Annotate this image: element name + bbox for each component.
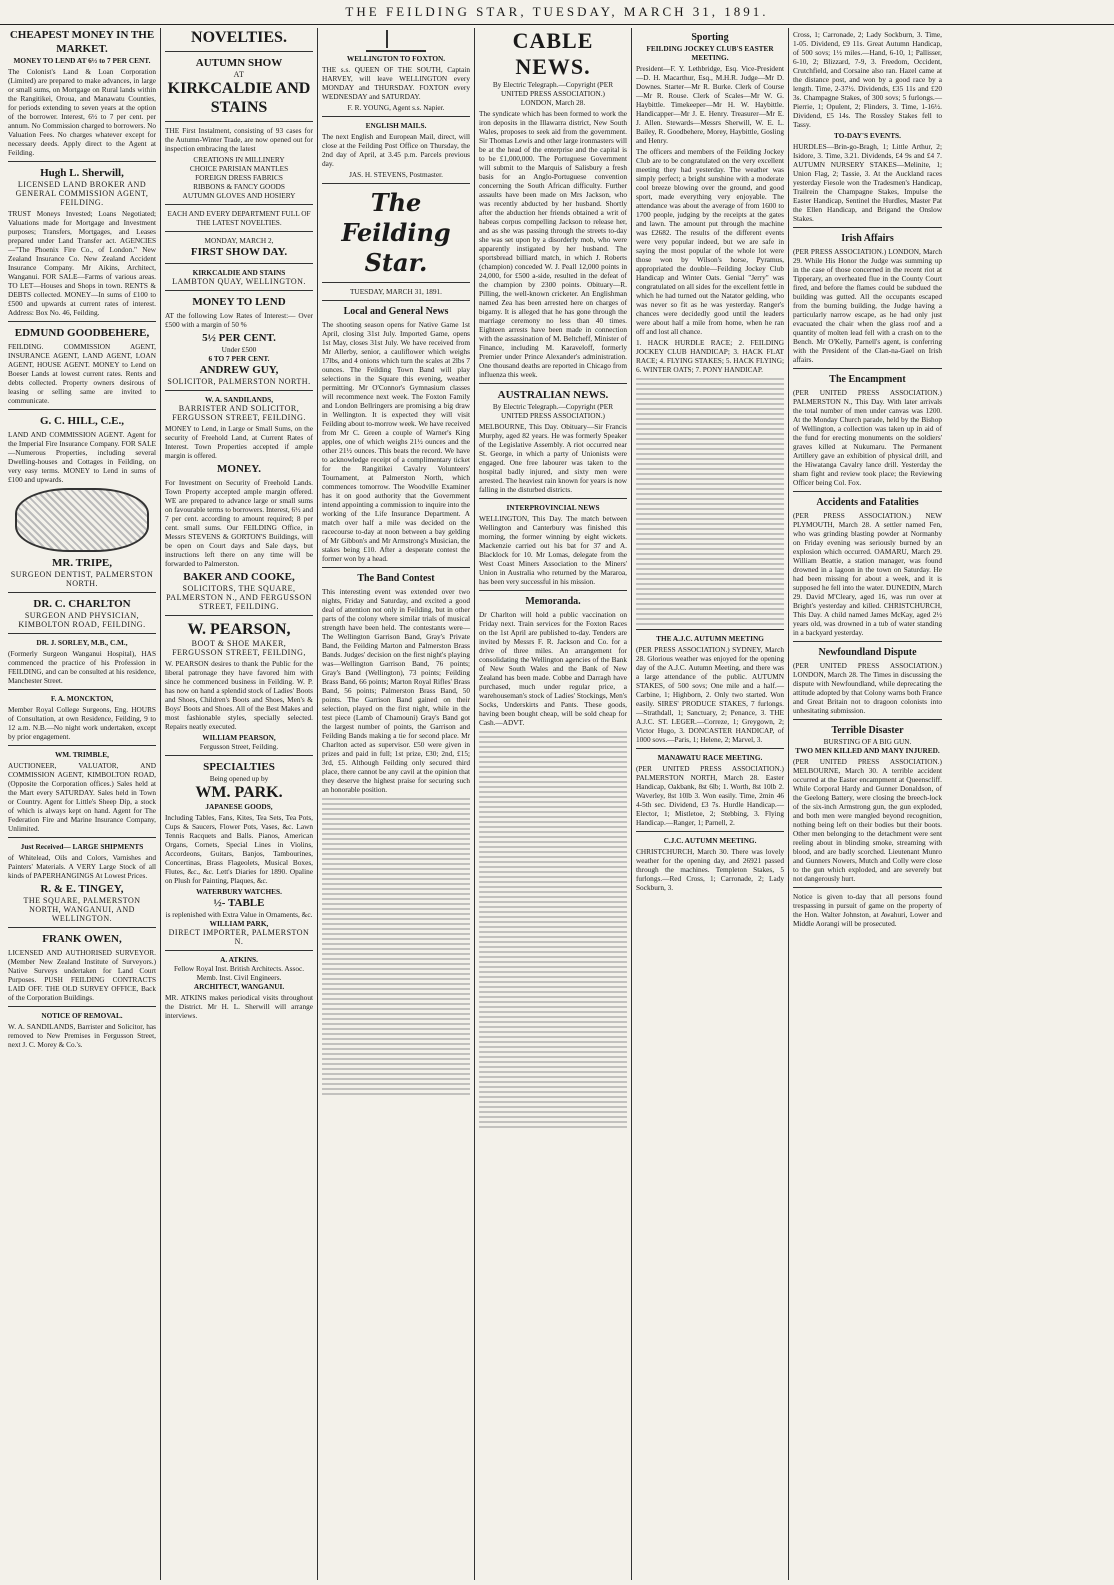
ad-owen-name: FRANK OWEN,: [42, 933, 122, 945]
divider: [793, 641, 942, 642]
ship-agent: F. R. YOUNG, Agent s.s. Napier.: [347, 103, 445, 112]
park-body: Including Tables, Fans, Kites, Tea Sets, Tea Pots, Cups & Saucers, Flower Pots, Vases, &c. Lawn Tennis Racquets and Balls. Pianos, American Organs, Cornets, Special Lines in Violins, Accordeons, Guitars, Banjos, Tambourines, Concertinas, Brass Flageolets, Musical Boxes, Flutes, &c., &c. Lett's Diaries for 1890. Opaline on Plush for Painting, Plaques, &c.: [165, 813, 313, 885]
ad-monckton-name: F. A. MONCKTON,: [50, 694, 114, 703]
ad-removal-body: W. A. SANDILANDS, Barrister and Solicitor, has removed to New Premises in Fergusson Street, next J. C. Morey & Co.'s.: [8, 1022, 156, 1049]
jockey-club-officers: President—F. Y. Lethbridge, Esq. Vice-President—D. H. Macarthur, Esq., M.H.R. Judge—Mr D. Downes. Starter—Mr R. Burke. Clerk of Course—Mr R. Rouse. Clerk of Scales—Mr W. G. Haybittle. Timekeeper—Mr H. W. Haybittle. Handicapper—Mr J. E. Henry. Treasurer—Mr E. J. Allen. Stewards—Messrs Sherwill, W. E. L. Bailey, R. Goodbehere, Morey, Haybittle, Gosling and Henry.: [636, 64, 784, 145]
divider: [793, 491, 942, 492]
baker-cooke-sub: SOLICITORS, THE SQUARE, PALMERSTON N., AND FERGUSSON STREET, FEILDING.: [166, 584, 312, 611]
english-mails-heading: ENGLISH MAILS.: [365, 121, 427, 130]
jockey-club-meeting-heading: FEILDING JOCKEY CLUB'S EASTER MEETING.: [646, 44, 774, 62]
ship-icon: [366, 30, 426, 52]
goods-list-2: FOREIGN DRESS FABRICS: [195, 173, 283, 182]
divider: [8, 745, 156, 746]
divider: [793, 368, 942, 369]
divider: [8, 592, 156, 593]
cjc-body: CHRISTCHURCH, March 30. There was lovely weather for the opening day, and 26921 passed through the machines. Templeton Stakes, 5 furlongs.—Red Cross, 1; Carronade, 2; Lady Sockburn, 3.: [636, 847, 784, 892]
australian-body: MELBOURNE, This Day. Obituary—Sir Francis Murphy, aged 82 years. He was formerly Speaker of the Legislative Assembly. A riot occurred near St. George, in which a party of Unionists were engaged. One free labourer was taken to the hospital badly injured, and sixty men were arrested. The heaviest rain known for years is now falling in the disturbed districts.: [479, 422, 627, 494]
ad-sorley-name: DR. J. SORLEY, M.B., C.M.,: [36, 638, 128, 647]
divider: [8, 689, 156, 690]
guy-sub: SOLICITOR, PALMERSTON NORTH.: [167, 377, 311, 386]
monday-date: MONDAY, MARCH 2,: [204, 236, 274, 245]
first-instalment-text: THE First Instalment, consisting of 93 cases for the Autumn-Winter Trade, are now opened out for inspection embracing the latest: [165, 126, 313, 153]
dental-plate-illustration: [15, 488, 149, 552]
irish-affairs-heading: Irish Affairs: [841, 233, 894, 244]
divider: [8, 409, 156, 410]
money-heading: MONEY.: [217, 463, 261, 475]
divider: [322, 300, 470, 301]
manawatu-body: (PER UNITED PRESS ASSOCIATION.) PALMERSTON NORTH, March 28. Easter Handicap, Oakbank, 8st 6lb; 1. Worth, 8st 10lb 2. Waverley, 8st 10lb 3. Won easily. Time, 2min 46 4-5th sec. Dividend, £3 7s. Hurdle Handicap.—Elector, 1; Mistletoe, 2; Stebbing, 3. Flying Handicap.—Ranger, 1; Parnell, 2.: [636, 764, 784, 827]
ad-monckton-body: Member Royal College Surgeons, Eng. HOURS of Consultation, at own Residence, Feilding, 9 to 12 a.m. N.B.—No night work undertaken, except by prior engagement.: [8, 705, 156, 741]
ad-hill-name: G. C. HILL, C.E.,: [39, 415, 125, 427]
divider: [636, 831, 784, 832]
specialties-sub: Being opened up by: [209, 774, 269, 783]
divider: [793, 719, 942, 720]
text-filler: [636, 378, 784, 625]
memoranda-heading: Memoranda.: [525, 596, 581, 607]
divider: [322, 116, 470, 117]
sandilands-sub: BARRISTER AND SOLICITOR, FERGUSSON STREET, FEILDING.: [172, 404, 306, 422]
money-body: For Investment on Security of Freehold Lands. Town Property accepted ample margin offered. WE are prepared to advance large or small sums on favourable terms to borrowers. Interest, 6½ and 7 per cent. according to amount required; 8 per cent. small sums. Our FEILDING Office, in Messrs STEVENS & GORTON'S Buildings, will be open on Court days and Sale days, but instructions left there on any time will be forwarded to Palmerston.: [165, 478, 313, 568]
divider: [8, 321, 156, 322]
text-filler: [479, 731, 627, 1128]
column-6: [789, 28, 946, 1580]
divider: [793, 227, 942, 228]
divider: [165, 290, 313, 291]
divider: [479, 590, 627, 591]
ad-goodbehere-body: FEILDING. COMMISSION AGENT, INSURANCE AGENT, LAND AGENT, LOAN AGENT, HOUSE AGENT. MONEY to Lend on Boeser Lands at lowest current rates. Rents and debts collected. Property owners desirous of leasing or selling same are invited to communicate.: [8, 342, 156, 405]
terrible-disaster-heading: Terrible Disaster: [831, 725, 904, 736]
divider: [8, 927, 156, 928]
japanese-goods: JAPANESE GOODS,: [205, 802, 273, 811]
divider: [165, 121, 313, 122]
half-table: ½- TABLE: [213, 897, 265, 909]
memoranda-body: Dr Charlton will hold a public vaccination on Friday next. Train services for the Foxton Races on the 1st April are published to-day. Tenders are invited by Messrs F. R. Jackson and Co. for a drive of three miles. An arrangement for consolidating the Wellington agencies of the Bank of New South Wales and the Bank of New Zealand has been made. Cobbe and Darragh have purchased, much under regular price, a warehouseman's stock of Ladies' Stockings, Men's Socks, Underskirts and Pants. These goods, having been bought cheap, will be sold cheap for Cash.—ADVT.: [479, 610, 627, 727]
pearson-sub: BOOT & SHOE MAKER, FERGUSSON STREET, FEILDING,: [172, 639, 306, 657]
ad-tingey-name: R. & E. TINGEY,: [40, 883, 124, 895]
jockey-club-body: The officers and members of the Feilding Jockey Club are to be congratulated on the very excellent meeting they had yesterday. The weather was simply perfect; a bright sunshine with a moderate cool breeze blowing over the ground, and good sport, made everything very enjoyable. The attendance was about the average of from 1600 to 1700 people, judging by the receipts at the gates and lawn. The amount put through the machine was £2682. The results of the different events were very popular indeed, but we are safe in saying the most popular of the whole lot were those won by Wilson's horse, Pyramus, appropriated the double—Feilding Jockey Club Handicap and Winter Oats. Genial "Jerry" was congratulated on all sides for the excellent fettle in which he had turned out the Natator gelding, who was never so fit as he was yesterday. Ranger's chances were decidedly good until the leaders were about half a mile from home, when he ran off and lost all chance.: [636, 147, 784, 336]
divider: [322, 183, 470, 184]
ad-cheapest-money-title: CHEAPEST MONEY IN THE MARKET.: [9, 29, 155, 55]
terrible-disaster-sub2: TWO MEN KILLED AND MANY INJURED.: [795, 746, 940, 755]
each-department-text: EACH AND EVERY DEPARTMENT FULL OF THE LATEST NOVELTIES.: [167, 209, 311, 227]
newfoundland-body: (PER UNITED PRESS ASSOCIATION.) LONDON, March 28. The Times in discussing the dispute with Newfoundland, while deprecating the attitude adopted by that Colony warns both France and Great Britain not to dragoon colonists into unhesitating submission.: [793, 661, 942, 715]
postmaster: JAS. H. STEVENS, Postmaster.: [349, 170, 443, 179]
rate-2: 6 TO 7 PER CENT.: [208, 354, 270, 363]
ad-tripe-name: MR. TRIPE,: [52, 557, 112, 569]
ad-trimble-body: AUCTIONEER, VALUATOR, AND COMMISSION AGENT, KIMBOLTON ROAD, (Opposite the Corporation offices.) Sales held at the Mart every SATURDAY. Sales held in Town or Country. Agent for Little's Sheep Dip, a stock of which is always kept on hand. Agent for The Federation Fire and Marine Insurance Company, Unlimited.: [8, 761, 156, 833]
australian-byline: By Electric Telegraph.—Copyright (PER UNITED PRESS ASSOCIATION.): [492, 402, 614, 420]
ad-charlton-name: DR. C. CHARLTON: [33, 598, 131, 610]
ad-sorley-body: (Formerly Surgeon Wanganui Hospital), HAS commenced the practice of his Profession in FEILDING, and can be consulted at his residence, Manchester Street.: [8, 649, 156, 685]
ad-shipments-body: of Whitelead, Oils and Colors, Varnishes and Painters' Materials. A VERY Large Stock of all kinds of PAPERHANGINGS At Lowest Prices.: [8, 853, 156, 880]
cable-dateline: LONDON, March 28.: [520, 98, 586, 107]
pearson-name: W. PEARSON,: [187, 621, 291, 638]
ad-removal-title: NOTICE OF REMOVAL.: [41, 1011, 123, 1020]
sandilands-body: MONEY to Lend, in Large or Small Sums, on the security of Freehold Land, at Current Rates of Interest. Town Properties accepted if ample margin is offered.: [165, 424, 313, 460]
kirkcaldie-heading: KIRKCALDIE AND STAINS: [167, 80, 311, 116]
english-mails-body: The next English and European Mail, direct, will close at the Feilding Post Office on Thursday, the 2nd day of April, at 3.45 p.m. Parcels previous day.: [322, 132, 470, 168]
interprovincial-heading: INTERPROVINCIAL NEWS: [506, 503, 600, 512]
irish-affairs-body: (PER PRESS ASSOCIATION.) LONDON, March 29. While His Honor the Judge was summing up in the case of those concerned in the recent riot at Tipperary, an overheated flue in the County Court fired, and before the flames could be subdued the building was gutted. All the occupants escaped from the burning building, the Judge having a particularly narrow escape, as he had only just evacuated the chair when the glass roof and a quantity of molten lead fell with a crash on to the Bench. Mr O'Kelly, Parnell's agent, is conferring with the President of the Clan-na-Gael on Irish affairs.: [793, 247, 942, 364]
replenished-text: is replenished with Extra Value in Ornaments, &c.: [165, 910, 313, 919]
wellington-foxton-heading: WELLINGTON TO FOXTON.: [346, 54, 446, 63]
divider: [322, 567, 470, 568]
band-contest-heading: The Band Contest: [357, 573, 435, 584]
divider: [636, 748, 784, 749]
column-4: [475, 28, 632, 1580]
novelties-heading: NOVELTIES.: [191, 29, 287, 46]
sandilands-name: W. A. SANDILANDS,: [204, 395, 274, 404]
columns: [4, 28, 1110, 1580]
william-pearson-sub: Fergusson Street, Feilding.: [199, 742, 279, 751]
goods-list-3: RIBBONS & FANCY GOODS: [193, 182, 285, 191]
column-5: [632, 28, 789, 1580]
ad-sherwill-body: TRUST Moneys Invested; Loans Negotiated; Valuations made for Mortgage and Investment purposes; Transfers, Mortgages, and Leases prepared under Land Transfer act. AGENCIES—"The Phoenix Fire Co., of London." New Zealand Insurance Co. New Zealand Accident Insurance Company. Mr Aikins, Architect, Wanganui. FOR SALE—Farms of various areas. TO LET—Houses and Shops in town. RENTS & DEBTS collected. MONEY—In sums of £100 to £500 and upwards at current rates of interest. Address: Box No. 46, Feilding.: [8, 209, 156, 317]
divider: [165, 204, 313, 205]
kirkcaldie-footer: KIRKCALDIE AND STAINS: [192, 268, 286, 277]
ad-cheapest-money-rate: MONEY TO LEND AT 6½ to 7 PER CENT.: [13, 56, 151, 65]
local-news-body: The shooting season opens for Native Game 1st April, closing 31st July. Imported Game, opens 1st May, closes 31st July. We have received from Mr Allerby, senior, a cauliflower which weighs 17lbs, and 4 onions which turn the scales at 2lbs 7 ounces. The Feilding Town Band will play selections in the Square this evening, weather permitting. Mr O'Connor's Gymnasium classes will recommence next week. The Foxton Family and London Bellringers are promising a big draw in Wellington. It is expected they will visit Feilding about to-morrow week. We have received from Mr C. Green a couple of Warner's King apples, one of which weighs 21½ ounces and the other 21½ ounces. This beats the record. We have to acknowledge receipt of a complimentary ticket for the Rangitikei Cavalry Volunteers' Tournament, at Palmerston North, which commences tomorrow. The Woodville Examiner has it on good authority that the Government intend appointing a commission to inquire into the working of the Life Insurance Department. A match over half a mile was decided on the racecourse to-day at noon between a bay gelding of Mr Gibbon's and Mr Armstrong's Musician, the stakes being £10. After a desperate contest the former won by a head.: [322, 320, 470, 563]
ajc-body: (PER PRESS ASSOCIATION.) SYDNEY, March 28. Glorious weather was enjoyed for the opening day of the A.J.C. Autumn Meeting, and there was a large attendance of the public. AUTUMN STAKES, of 500 sovs; One mile and a half.—Carbine, 1; Highborn, 2. Only two started. Won easily. SIRES' PRODUCE STAKES, 7 furlongs.—Strathdall, 1; Sanctuary, 2; Penance, 3. THE A.J.C. ST. LEGER.—Correze, 1; Greygown, 2; Victor Hugo, 3. DONCASTER HANDICAP, of 1000 sovs.—Paris, 1; Helene, 2; Marvel, 3.: [636, 645, 784, 744]
divider: [8, 1006, 156, 1007]
ad-charlton-body: SURGEON AND PHYSICIAN, KIMBOLTON ROAD, FEILDING.: [18, 611, 146, 629]
band-contest-body: This interesting event was extended over two nights, Friday and Saturday, and excited a good deal of attention not only in Feilding, but in other parts of the colony where similar trials of musical strength have been held. The contestants were—The Wellington Garrison Band, Gray's Private Band, the Feilding Marton and Palmerston Brass Bands. Judges' decision on the first night's playing was—Wellington Garrison Band, 76 points; Gray's Band (Wellington), 73 points; Feilding Brass Band, 66 points; Marton Royal Rifles' Brass Band, 56 points; Palmerston Brass Band, 50 points. The Garrison Band gained on their selection, played on the first night, while in the test piece (Lamb of Chamouni) Gray's Band got the largest number of points, the Garrison and Feilding Bands making a tie for second place. Mr Charlton acted as supervisor. £50 were given in prizes and paid in full; 1st prize, £30; 2nd, £15; 3rd, £5. Although Feilding only secured third place, there cannot be any cavil at the opinion that they deserve the highest praise for securing such an honorable position.: [322, 587, 470, 794]
race-results: 1. HACK HURDLE RACE; 2. FEILDING JOCKEY CLUB HANDICAP; 3. HACK FLAT RACE; 4. FLYING STAKES; 5. HACK FLYING; 6. WINTER OATS; 7. PONY HANDICAP.: [636, 338, 784, 374]
divider: [165, 231, 313, 232]
ad-trimble-name: WM. TRIMBLE,: [55, 750, 109, 759]
terrible-disaster-body: (PER UNITED PRESS ASSOCIATION.) MELBOURNE, March 30. A terrible accident occurred at the Easter encampment at Queenscliff. While Corporal Hardy and Gunner Donaldson, of the Geelong Battery, were closing the breech-lock of the six-inch Armstrong gun, the gun exploded, and both men were mangled beyond recognition, nothing being left on their bodies but their boots. Other men belonging to the detachment were sent reeling about in blinding smoke, streaming with blood, and are badly scorched. Lieutenant Munro and Gunners Nowers, Mutch and Colly were close to the gun which exploded, and are severely but not dangerously hurt.: [793, 757, 942, 883]
encampment-body: (PER UNITED PRESS ASSOCIATION.) PALMERSTON N., This Day. With later arrivals the total number of men under canvas was 1200. At the Monday Church parade, held by the Bishop of Wellington, a collection was taken up in aid of the fund for erecting monuments on the soldiers' graves killed at Nukumaru. The Permanent Artillery gave an exhibition of physical drill, and the Hiwatanga Cavalry lance drill. Yesterday the sham fight and review took place; the Reviewing Officer being Col. Fox.: [793, 388, 942, 487]
accidents-body: (PER PRESS ASSOCIATION.) NEW PLYMOUTH, March 28. A settler named Fen, who was grinding blasting powder at Normanby on Friday evening was seriously burned by an explosion which occurred. OAMARU, March 29. William Beattie, a station manager, was found drowned in a lagoon in the town on Saturday. He had been missing for about a week, and it is supposed he fell into the water. DUNEDIN, March 29. David M'Cleary, aged 16, was run over at Bright's yesterday and killed. CHRISTCHURCH, This Day. A child named James McKay, aged 2½ years old, was drowned in a tub of water standing in a backyard yesterday.: [793, 511, 942, 637]
specialties-heading: SPECIALTIES: [203, 761, 275, 773]
ad-sherwill-name: Hugh L. Sherwill,: [40, 167, 124, 179]
divider: [479, 498, 627, 499]
divider: [165, 390, 313, 391]
divider: [8, 161, 156, 162]
under-label: Under £500: [221, 345, 257, 354]
autumn-show-heading: AUTUMN SHOW: [195, 57, 283, 69]
divider: [165, 263, 313, 264]
atkins-body: Fellow Royal Inst. British Architects. Assoc. Memb. Inst. Civil Engineers.: [173, 964, 305, 982]
divider: [322, 282, 470, 283]
newfoundland-heading: Newfoundland Dispute: [818, 647, 917, 658]
newspaper-title: The Feilding Star.: [341, 188, 451, 277]
atkins-foot: MR. ATKINS makes periodical visits throughout the District. Mr H. L. Sherwill will arrange interviews.: [165, 993, 313, 1020]
newspaper-date: TUESDAY, MARCH 31, 1891.: [349, 287, 443, 296]
first-show-day: FIRST SHOW DAY.: [190, 246, 288, 258]
william-park-name: WILLIAM PARK,: [209, 919, 269, 928]
divider: [165, 755, 313, 756]
waterbury-watches: WATERBURY WATCHES.: [196, 887, 282, 896]
divider: [165, 615, 313, 616]
divider: [165, 950, 313, 951]
cable-byline: By Electric Telegraph.—Copyright (PER UNITED PRESS ASSOCIATION.): [492, 80, 614, 98]
local-news-heading: Local and General News: [343, 306, 449, 317]
ad-sherwill-sub: LICENSED LAND BROKER AND GENERAL COMMISSION AGENT, FEILDING.: [15, 180, 149, 207]
ajc-heading: THE A.J.C. AUTUMN MEETING: [656, 634, 764, 643]
goods-list-0: CREATIONS IN MILLINERY: [193, 155, 285, 164]
encampment-heading: The Encampment: [829, 374, 906, 385]
divider: [479, 383, 627, 384]
ad-goodbehere-name: EDMUND GOODBEHERE,: [14, 327, 150, 339]
accidents-heading: Accidents and Fatalities: [816, 497, 919, 508]
divider: [636, 629, 784, 630]
manawatu-heading: MANAWATU RACE MEETING.: [657, 753, 763, 762]
text-filler: [322, 798, 470, 1095]
column-1: [4, 28, 161, 1580]
trespass-notice: Notice is given to-day that all persons found trespassing in pursuit of game on the property of the Hon. Walter Johnston, at Awahuri, Lower and Middle Aorangi will be prosecuted.: [793, 892, 942, 928]
william-park-sub: DIRECT IMPORTER, PALMERSTON N.: [168, 928, 310, 946]
cable-news-heading: CABLE NEWS.: [512, 28, 594, 79]
ad-owen-body: LICENSED AND AUTHORISED SURVEYOR. (Member New Zealand Institute of Surveyors.) Native Surveys undertaken for Land Court Purposes. PUSH FEILDING CONTRACTS LAID OFF. THE OLD SURVEY OFFICE, Back of the Corporation Buildings.: [8, 948, 156, 1002]
goods-list-1: CHOICE PARISIAN MANTLES: [189, 164, 289, 173]
ad-tingey-body: THE SQUARE, PALMERSTON NORTH, WANGANUI, AND WELLINGTON.: [23, 896, 141, 923]
australian-news-heading: AUSTRALIAN NEWS.: [497, 389, 609, 401]
column-2: [161, 28, 318, 1580]
divider: [8, 837, 156, 838]
ad-hill-body: LAND AND COMMISSION AGENT. Agent for the Imperial Fire Insurance Company. FOR SALE—Numerous Properties, including several Dwelling-houses and Cottages in Feilding, on very easy terms. MONEY to Lend in sums of £100 and upwards.: [8, 430, 156, 484]
money-to-lend-heading: MONEY TO LEND: [192, 296, 286, 308]
william-pearson-name: WILLIAM PEARSON,: [202, 733, 276, 742]
todays-events-heading: TO-DAY'S EVENTS.: [834, 131, 901, 140]
race-continuation: Cross, 1; Carronade, 2; Lady Sockburn, 3. Time, 1-05. Dividend, £9 11s. Great Autumn Handicap, of 500 sovs; 1½ miles.—Hand, 6-10, 1; Pallisser, 6-10, 2; Blizzard, 7-9, 3. Freedom, Occident, Crutchfield, and Corsaine also ran. Hazel came at the distance post, and won by a good race by a length. Time, 2-37½. Dividends, £35 11s and £20 3s. Champagne Stakes, of 300 sovs; 5 furlongs.—Pierrie, 1; Opulent, 2; Flinders, 3. Time, 1-16½. Dividend, £5 14s. The Rossley Stakes fell to Tassy.: [793, 30, 942, 129]
rate-1: 5½ PER CENT.: [202, 332, 276, 344]
goods-list-4: AUTUMN GLOVES AND HOSIERY: [182, 191, 296, 200]
ad-cheapest-money-body: The Colonist's Land & Loan Corporation (Limited) are prepared to make advances, in large or small sums, on Mortgage on Rural lands within the Rangitikei, Oroua, and Manawatu Counties, for periods extending to seven years at the option of the borrower. Interest, 6½ to 7 per cent. per annum. No Commission charged to borrowers. No Valuation Fees. No charges whatever except for necessary deeds. Apply direct to the Agent at Feilding.: [8, 67, 156, 157]
lambton-quay: LAMBTON QUAY, WELLINGTON.: [172, 277, 306, 286]
ship-body: THE s.s. QUEEN OF THE SOUTH, Captain HARVEY, will leave WELLINGTON every MONDAY and THURSDAY. FOXTON every WEDNESDAY and SATURDAY.: [322, 65, 470, 101]
todays-events-body: HURDLES—Brin-go-Bragh, 1; Little Arthur, 2; Isidore, 3. Time, 3.21. Dividends, £4 9s and £4 7. AUTUMN NURSERY STAKES—Melinite, 1; Union Flag, 2; Tassie, 3. At the Auckland races yesterday Fiesole won the Tradesmen's Handicap, Trailrein the Champagne Stakes, Impulse the Easter Handicap, Sentinel the Hurdles, Master Pat the Ellen Handicap, and Brigand the Onslow Stakes.: [793, 142, 942, 223]
divider: [165, 51, 313, 52]
divider: [8, 633, 156, 634]
atkins-name: A. ATKINS.: [220, 955, 258, 964]
guy-name: ANDREW GUY,: [199, 364, 279, 376]
cjc-heading: C.J.C. AUTUMN MEETING.: [663, 836, 757, 845]
architect-wanganui: ARCHITECT, WANGANUI.: [193, 982, 285, 991]
ad-tripe-body: SURGEON DENTIST, PALMERSTON NORTH.: [10, 570, 154, 588]
masthead: THE FEILDING STAR, TUESDAY, MARCH 31, 1891.: [0, 0, 1114, 25]
at-label: AT: [233, 70, 245, 79]
park-name: WM. PARK.: [195, 784, 283, 801]
baker-cooke-name: BAKER AND COOKE,: [183, 571, 295, 583]
cable-body: The syndicate which has been formed to work the iron deposits in the Illawarra district, New South Wales, proposes to seek aid from the government. Sir Thomas Lewis and other large ironmasters will be at the head of the enterprise and the capital is to be £1,000,000. The Portuguese Government will submit to the Marquis of Salisbury a fresh basis for an Anglo-Portuguese convention concerning the South African difficulty. Further assaults have been made on Mrs Jackson, who was recently abducted by her husband. Shortly after the abduction her friends obtained a writ of habeas corpus compelling Jackson to release her, and as she was passing through the streets to-day she was set upon by a disorderly mob, who were apparently instigated by her husband. The sportsbread billiard match, in which J. Roberts (champion) conceded W. J. Peall 12,000 points in 24,000, for £500 a-side, resulted in the defeat of the champion by 2300 points. Obituary—R. Pilling, the well-known cricketer. An Englishman named Zea has been arrested here on charges of bigamy. It is alleged that he has gone through the marriage ceremony no less than 40 times. Eighteen arrests have been made in connection with the assassination of M. Beltcheff, Minister of Finance, including M. Karaveloff, formerly Premier under Prince Alexander's administration. One thousand deaths are reported in Chicago from influenza this week.: [479, 109, 627, 379]
terrible-disaster-sub: BURSTING OF A BIG GUN.: [823, 737, 912, 746]
divider: [793, 887, 942, 888]
money-to-lend-body: AT the following Low Rates of Interest:— Over £500 with a margin of 50 %: [165, 311, 313, 329]
sporting-heading: Sporting: [691, 32, 729, 43]
interprovincial-body: WELLINGTON, This Day. The match between Wellington and Canterbury was finished this morning, the former winning by eight wickets. Mackenzie carried out his bat for 37 and A. Blacklock for 10. Mr Lomas, delegate from the West Coast Miners Association to the Miners' Union in Australia who returned by the Mararoa, has been very successful in his mission.: [479, 514, 627, 586]
ad-shipments-title: Just Received— LARGE SHIPMENTS: [20, 842, 144, 851]
column-3: [318, 28, 475, 1580]
pearson-body: W. PEARSON desires to thank the Public for the liberal patronage they have favored him with since he commenced business in Feilding. W. P. has now on hand a splendid stock of Ladies' Boots and Shoes, Children's Boots and Shoes, Men's & Boys' Boots and Shoes. All of the Best Makes and most fashionable styles, specially selected. Repairs neatly executed.: [165, 659, 313, 731]
